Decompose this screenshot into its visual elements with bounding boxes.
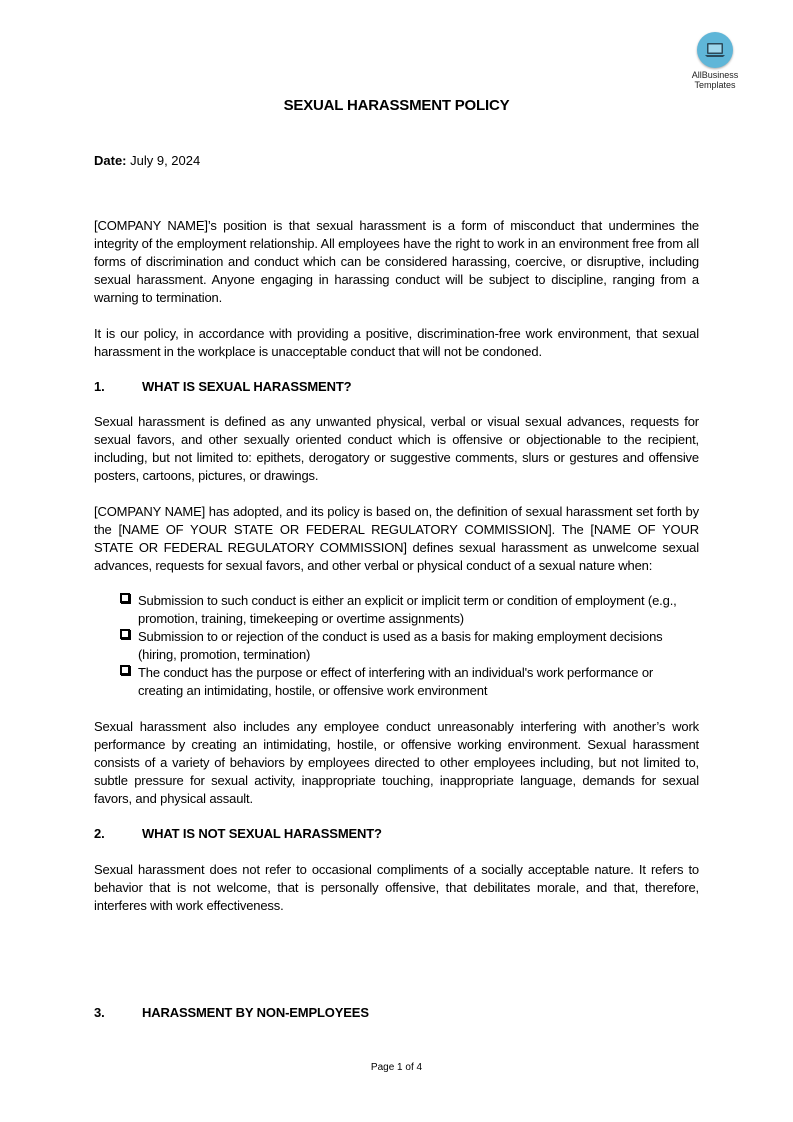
checkbox-icon (120, 629, 130, 639)
section-title: HARASSMENT BY NON-EMPLOYEES (142, 1005, 369, 1020)
list-item (120, 592, 700, 628)
list-item (120, 664, 700, 700)
paragraph-commission: [COMPANY NAME] has adopted, and its policy is based on, the definition of sexual harassment set forth by the [NAME OF YOUR STATE OR FEDERAL REGULATORY COMMISSION]. The [NAME OF YOUR STATE OR FEDERAL REGULATORY COMMISSION] defines sexual harassment as unwelcome sexual advances, requests for sexual favors, and other verbal or physical conduct of a sexual nature when: (94, 504, 699, 573)
paragraph-conduct: Sexual harassment also includes any employee conduct unreasonably interfering with another’s work performance by creating an intimidating, hostile, or offensive working environment. Sexual harassment consists of a variety of behaviors by employees directed to other employees including, but not limited to, subtle pressure for sexual activity, inappropriate touching, inappropriate language, demands for sexual favors, and physical assault. (94, 719, 699, 806)
checkbox-icon (120, 665, 130, 675)
date-value: July 9, 2024 (126, 153, 201, 168)
section-heading-1 (94, 379, 351, 394)
section-number: 2. (94, 826, 105, 841)
logo-line2: Templates (694, 80, 736, 90)
page-number: Page 1 of 4 (370, 1062, 423, 1073)
paragraph-policy: It is our policy, in accordance with providing a positive, discrimination-free work environment, that sexual harassment in the workplace is unacceptable conduct that will not be condoned. (94, 326, 699, 359)
document-title: SEXUAL HARASSMENT POLICY (283, 97, 510, 114)
section-title: WHAT IS NOT SEXUAL HARASSMENT? (142, 826, 382, 841)
document-date (94, 153, 200, 168)
list-item-text: Submission to or rejection of the conduct is used as a basis for making employment decisions (hiring, promotion, termination) (138, 629, 663, 662)
list-item-text: Submission to such conduct is either an explicit or implicit term or condition of employment (e.g., promotion, training, timekeeping or overtime assignments) (138, 593, 677, 626)
paragraph-intro: [COMPANY NAME]’s position is that sexual harassment is a form of misconduct that undermines the integrity of the employment relationship. All employees have the right to work in an environment free from all forms of discrimination and conduct which can be considered harassing, coercive, or disruptive, including sexual harassment. Anyone engaging in harassing conduct will be subject to discipline, ranging from a warning to termination. (94, 218, 699, 305)
section-heading-2 (94, 826, 382, 841)
paragraph-definition: Sexual harassment is defined as any unwanted physical, verbal or visual sexual advances, requests for sexual favors, and other sexually oriented conduct which is offensive or objectionable to the recipient, including, but not limited to: epithets, derogatory or suggestive comments, slurs or gestures and offensive posters, cartoons, pictures, or drawings. (94, 414, 699, 483)
section-title: WHAT IS SEXUAL HARASSMENT? (142, 379, 352, 394)
section-number: 3. (94, 1005, 105, 1020)
condition-checklist (120, 592, 700, 700)
list-item (120, 628, 700, 664)
list-item-text: The conduct has the purpose or effect of interfering with an individual's work performance or creating an intimidating, hostile, or offensive work environment (138, 665, 654, 698)
checkbox-icon (120, 593, 130, 603)
section-heading-3 (94, 1005, 369, 1020)
paragraph-not-harassment: Sexual harassment does not refer to occasional compliments of a socially acceptable nature. It refers to behavior that is not welcome, that is personally offensive, that debilitates morale, and that, therefore, interferes with work effectiveness. (94, 862, 699, 913)
date-label: Date: (94, 153, 127, 168)
brand-logo (686, 32, 744, 90)
laptop-icon (697, 32, 733, 68)
logo-line1: AllBusiness (691, 70, 739, 80)
section-number: 1. (94, 379, 105, 394)
